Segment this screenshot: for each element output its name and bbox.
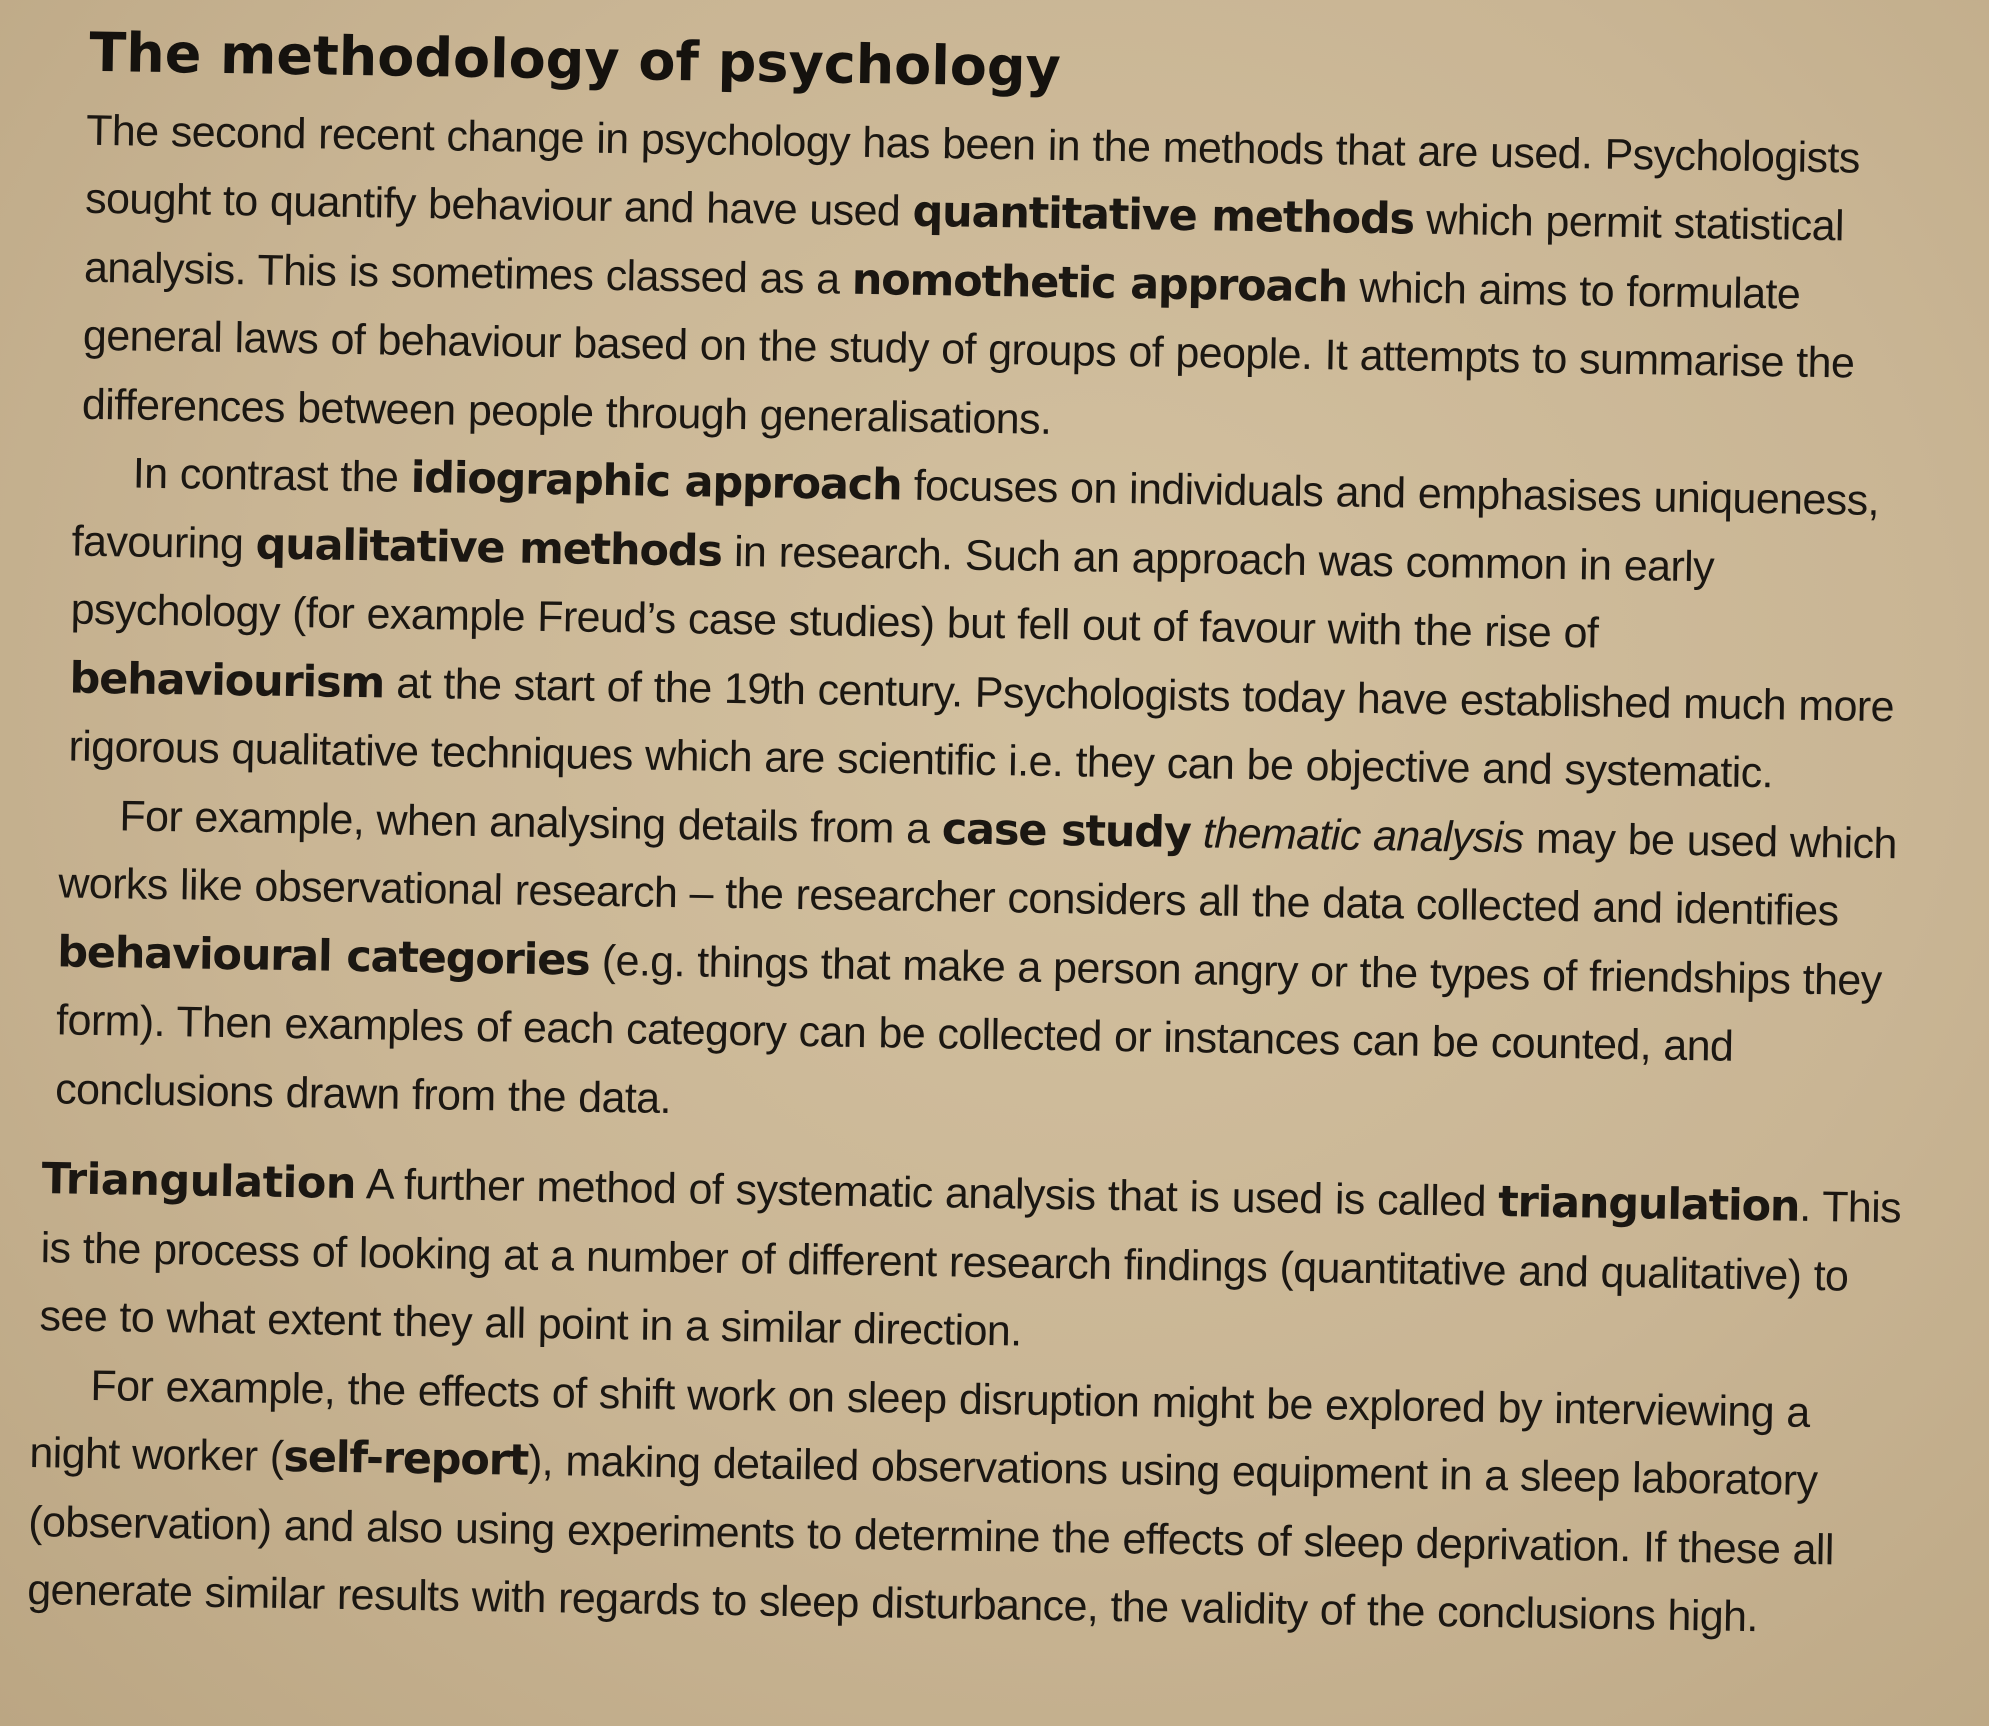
paragraph-quantitative-methods: [81, 96, 1926, 467]
key-term-behavioural-categories: behavioural categories: [56, 926, 590, 986]
paragraph-text: The second recent change in psychology has been in the methods that are used. Psychologists sought to quantify behaviour and have used: [84, 106, 1861, 236]
paragraph-triangulation: [39, 1145, 1912, 1380]
key-term-idiographic-approach: idiographic approach: [410, 452, 902, 511]
paragraph-text: For example, when analysing details from a: [119, 791, 943, 853]
paragraph-text: in research. Such an approach was common in early psychology (for example Freud’s case studies) but fell out of favour with the rise of: [70, 527, 1715, 658]
key-term-case-study: case study: [941, 803, 1192, 858]
paragraph-text: may be used which works like observational research – the researcher considers all the data collected and identifies: [58, 813, 1898, 936]
key-term-quantitative-methods: quantitative methods: [912, 186, 1415, 245]
paragraph-idiographic-approach: [68, 439, 1923, 811]
paragraph-shift-work-example: [27, 1351, 1911, 1654]
paragraph-text: focuses on individuals and emphasises uniqueness, favouring: [71, 461, 1880, 568]
paragraph-text: (e.g. things that make a person angry or the types of friendships they form). Then examples of each category can be collected or instances can be counted, and conclusions drawn from the data.: [54, 936, 1882, 1123]
textbook-page: [15, 18, 1940, 1654]
paragraph-text: . This is the process of looking at a number of different research findings (quantitative and qualitative) to see to what extent they all point in a similar direction.: [39, 1182, 1902, 1356]
key-term-triangulation: triangulation: [1497, 1177, 1800, 1232]
key-term-self-report: self-report: [283, 1432, 529, 1486]
key-term-behaviourism: behaviourism: [69, 653, 385, 708]
paragraph-thematic-analysis: [55, 781, 1920, 1153]
paragraph-text: which aims to formulate general laws of behaviour based on the study of groups of people. It attempts to summarise the differences between people through generalisations.: [81, 263, 1855, 444]
key-term-nomothetic-approach: nomothetic approach: [851, 254, 1348, 313]
subheading-triangulation: Triangulation: [41, 1154, 357, 1210]
key-term-qualitative-methods: qualitative methods: [255, 518, 723, 577]
paragraph-text: which permit statistical analysis. This is sometimes classed as a: [83, 195, 1845, 304]
paragraph-text: In contrast the: [132, 449, 412, 502]
paragraph-text: A further method of systematic analysis that is used is called: [355, 1160, 1499, 1227]
italic-term-thematic-analysis: thematic analysis: [1202, 808, 1524, 862]
paragraph-text: at the start of the 19th century. Psychologists today have established much more rigorous qualitative techniques which are scientific i.e. they can be objective and systematic.: [68, 658, 1895, 798]
section-heading: The methodology of psychology: [88, 20, 1062, 100]
paragraph-text: For example, the effects of shift work on sleep disruption might be explored by interviewing a night worker (: [29, 1361, 1811, 1481]
paragraph-text: ), making detailed observations using equipment in a sleep laboratory (observation) and also using experiments to determine the effects of sleep deprivation. If these all generate similar results with regards to sleep disturbance, the validity of the conclusions high.: [26, 1436, 1835, 1642]
paragraph-text: [1190, 809, 1203, 857]
